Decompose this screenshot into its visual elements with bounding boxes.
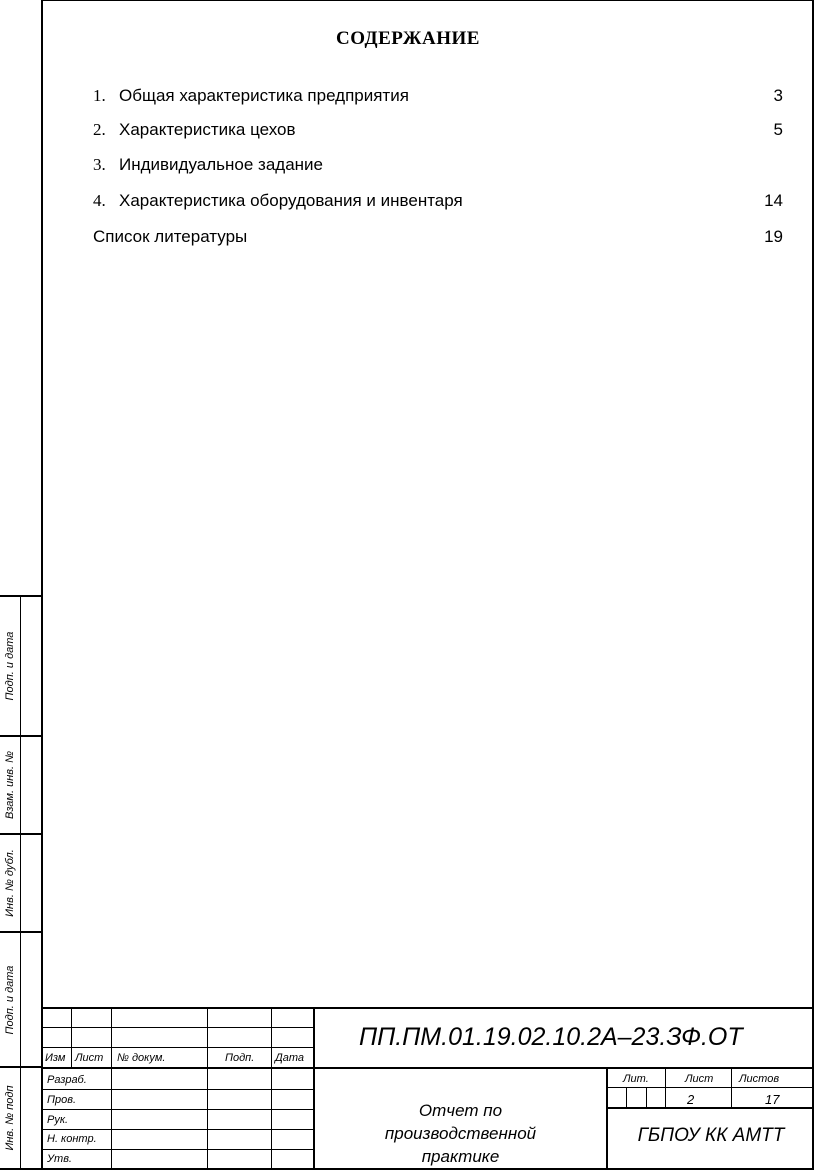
toc-page: 3 bbox=[773, 86, 783, 105]
toc-text: Характеристика оборудования и инвентаря bbox=[119, 191, 463, 210]
toc-number: 1. bbox=[93, 86, 106, 105]
page-title: СОДЕРЖАНИЕ bbox=[336, 28, 480, 49]
side-cell-replace-inv bbox=[0, 735, 41, 833]
role-approved: Утв. bbox=[47, 1153, 72, 1165]
toc-number: 2. bbox=[93, 120, 106, 139]
side-cell-sign-date-2 bbox=[0, 931, 41, 1066]
toc-text: Характеристика цехов bbox=[119, 120, 296, 139]
side-label: Инв. № дубл. bbox=[4, 849, 16, 917]
document-code: ПП.ПМ.01.19.02.10.2А–23.ЗФ.ОТ bbox=[359, 1023, 743, 1051]
toc-item bbox=[93, 120, 783, 142]
side-cell-sign-date-1 bbox=[0, 595, 41, 735]
side-label: Инв. № подп bbox=[4, 1085, 16, 1151]
toc-number: 3. bbox=[93, 155, 106, 174]
toc-page: 14 bbox=[764, 191, 783, 210]
toc-item bbox=[93, 191, 783, 213]
document-title-line: Отчет по bbox=[418, 1101, 503, 1120]
title-block bbox=[41, 1007, 814, 1170]
toc-page: 5 bbox=[773, 120, 783, 139]
side-cell-orig-inv bbox=[0, 1066, 41, 1170]
toc-item bbox=[93, 86, 783, 108]
header-date: Дата bbox=[275, 1052, 305, 1064]
toc-number: 4. bbox=[93, 191, 106, 210]
side-cell-dup-inv bbox=[0, 833, 41, 931]
toc-page: 19 bbox=[764, 227, 783, 246]
side-strip bbox=[0, 595, 41, 1170]
header-izm: Изм bbox=[45, 1052, 66, 1064]
toc-text: Индивидуальное задание bbox=[119, 155, 323, 174]
header-sign: Подп. bbox=[225, 1052, 255, 1064]
toc-item bbox=[93, 227, 783, 249]
sheets-count: 17 bbox=[765, 1092, 780, 1107]
toc-text: Общая характеристика предприятия bbox=[119, 86, 409, 105]
sheets-label: Листов bbox=[739, 1073, 780, 1085]
role-checked: Пров. bbox=[47, 1094, 77, 1106]
toc-item bbox=[93, 155, 783, 177]
document-title bbox=[315, 1099, 606, 1168]
document-title-line: практике bbox=[421, 1147, 500, 1166]
toc-text: Список литературы bbox=[93, 227, 248, 246]
side-label: Подп. и дата bbox=[4, 965, 16, 1034]
side-label: Подп. и дата bbox=[4, 631, 16, 701]
header-list: Лист bbox=[75, 1052, 104, 1064]
lit-label: Лит. bbox=[623, 1073, 649, 1085]
sheet-number: 2 bbox=[687, 1092, 695, 1107]
role-norm-control: Н. контр. bbox=[47, 1133, 97, 1145]
role-developer: Разраб. bbox=[47, 1074, 87, 1086]
header-doc-number: № докум. bbox=[117, 1052, 166, 1064]
document-title-line: производственной bbox=[384, 1124, 537, 1143]
sheet-label: Лист bbox=[685, 1073, 714, 1085]
side-label: Взам. инв. № bbox=[4, 750, 16, 820]
organization-name: ГБПОУ КК АМТТ bbox=[637, 1125, 785, 1146]
role-supervisor: Рук. bbox=[47, 1114, 69, 1126]
